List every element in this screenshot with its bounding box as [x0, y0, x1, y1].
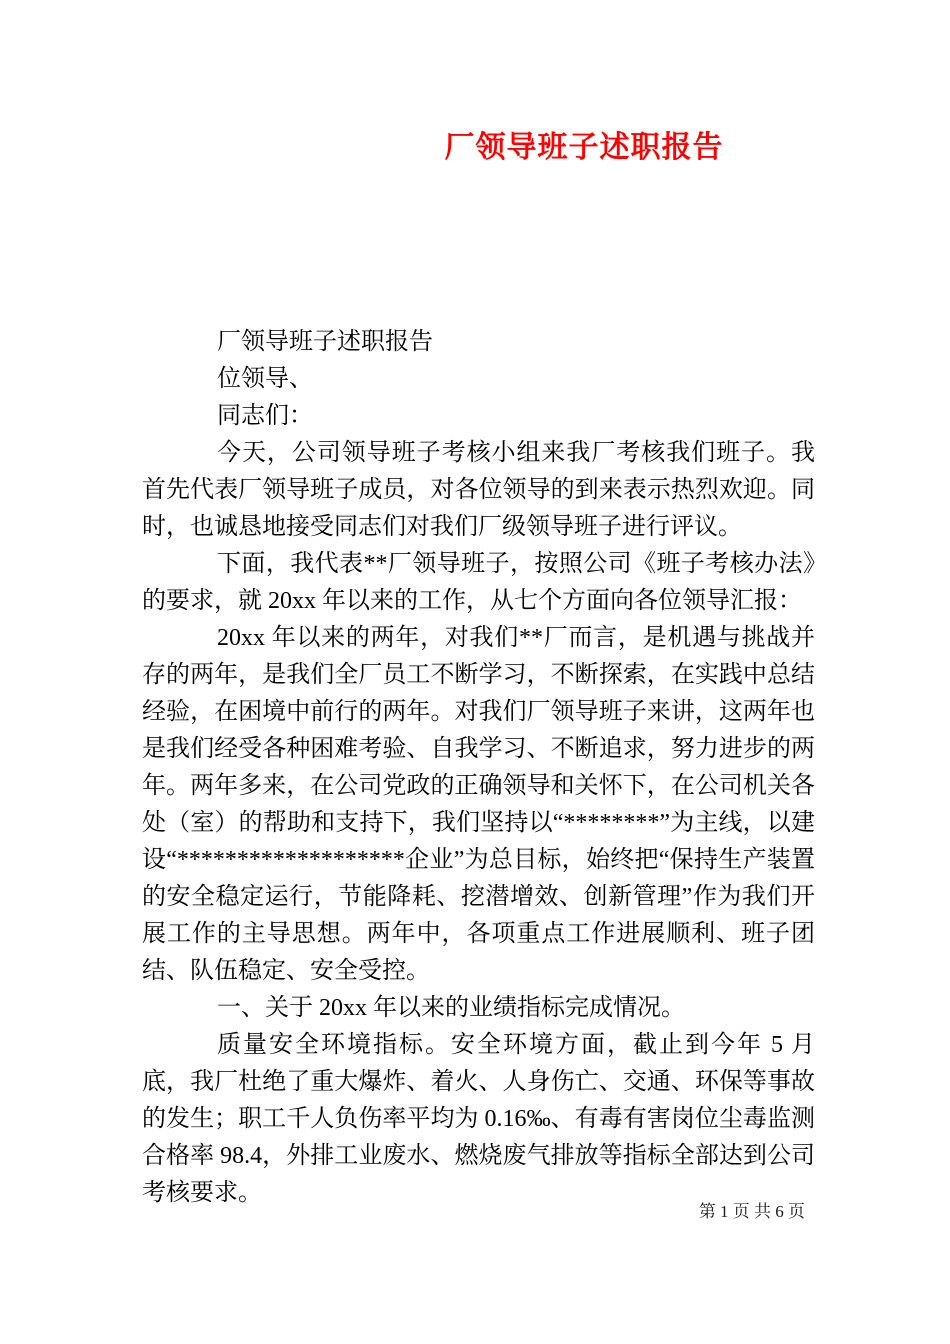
document-body: [142, 324, 815, 1212]
paragraph-two-years-review: 20xx 年以来的两年，对我们**厂而言，是机遇与挑战并存的两年，是我们全厂员工不断学习，不断探索，在实践中总结经验，在困境中前行的两年。对我们厂领导班子来讲，这两年也是我们经受各种困难考验、自我学习、不断追求，努力进步的两年。两年多来，在公司党政的正确领导和关怀下，在公司机关各处（室）的帮助和支持下，我们坚持以“********”为主线，以建设“*******************企业”为总目标，始终把“保持生产装置的安全稳定运行，节能降耗、挖潜增效、创新管理”作为我们开展工作的主导思想。两年中，各项重点工作进展顺利、班子团结、队伍稳定、安全受控。: [142, 625, 815, 984]
paragraph-section-one-heading: 一、关于 20xx 年以来的业绩指标完成情况。: [217, 995, 685, 1021]
paragraph-salutation-leaders: 位领导、: [217, 366, 313, 392]
paragraph-report-scope: 下面，我代表**厂领导班子，按照公司《班子考核办法》的要求，就 20xx 年以来的工作，从七个方面向各位领导汇报：: [142, 551, 815, 614]
paragraph-heading-line: 厂领导班子述职报告: [217, 329, 433, 355]
paragraph-quality-safety-metrics: 质量安全环境指标。安全环境方面，截止到今年 5 月底，我厂杜绝了重大爆炸、着火、人身伤亡、交通、环保等事故的发生；职工千人负伤率平均为 0.16‰、有毒有害岗位尘毒监测合格率 98.4，外排工业废水、燃烧废气排放等指标全部达到公司考核要求。: [142, 1032, 815, 1206]
page-number-indicator: 第 1 页 共 6 页: [698, 1202, 805, 1221]
document-title: 厂领导班子述职报告: [444, 131, 724, 164]
paragraph-intro: 今天，公司领导班子考核小组来我厂考核我们班子。我首先代表厂领导班子成员，对各位领导的到来表示热烈欢迎。同时，也诚恳地接受同志们对我们厂级领导班子进行评议。: [142, 440, 815, 540]
paragraph-salutation-comrades: 同志们：: [217, 403, 313, 429]
